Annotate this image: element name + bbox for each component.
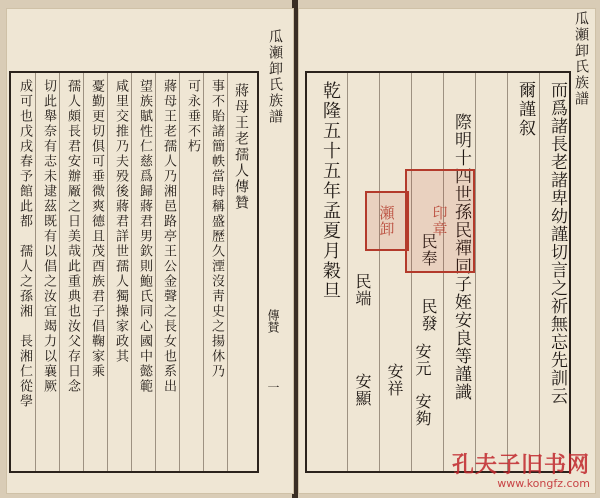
left-col-5: 望族賦性仁慈爲歸蔣君男欽則鮑氏同心國中懿範	[137, 79, 152, 394]
left-col-3: 可永垂不朽	[185, 79, 200, 154]
red-seal-small	[365, 191, 409, 251]
left-col-1: 蔣母王老孺人傳贊	[233, 83, 249, 211]
watermark-url: www.kongfz.com	[497, 477, 590, 490]
signature-min-fa: 民發	[419, 298, 438, 332]
watermark-name: 孔夫子旧书网	[451, 453, 590, 478]
left-col-7: 憂勤更切俱可垂微爽德且茂酉族君子倡鞠家乘	[89, 79, 104, 379]
left-page	[6, 8, 294, 494]
seal-text: 印章	[430, 205, 449, 237]
red-seal-large	[405, 169, 475, 273]
signature-an-gou: 安夠	[413, 393, 432, 427]
right-col-2: 爾謹叙	[515, 81, 535, 138]
left-col-8: 孺人頗長君安辦厰之日美哉此重典也汝父存日念	[65, 79, 80, 394]
signature-an-xiang: 安祥	[385, 363, 404, 397]
signature-min-feng: 民奉	[419, 233, 438, 267]
right-page	[298, 8, 596, 494]
left-edge-title: 瓜瀬卸氏族譜	[267, 29, 283, 125]
right-col-1: 而爲諸長老諸卑幼謹切言之祈無忘先訓云	[547, 81, 567, 405]
right-col-4: 際明十四世孫民禪同子姪安良等謹識	[451, 113, 471, 401]
right-text-frame	[305, 71, 571, 473]
left-col-2: 事不貽諸簡帙當時稱盛歷久湮沒靑史之揚休乃	[209, 79, 224, 379]
signature-an-xian: 安顯	[353, 373, 372, 407]
left-col-10: 成可也戊戌春予館此都 孺人之孫湘 長湘仁從學	[17, 79, 32, 409]
left-col-4: 蔣母王老孺人乃湘邑路亭王公金聲之長女也系出	[161, 79, 176, 394]
left-edge-page: 一	[266, 381, 280, 393]
left-edge-section: 傳賛	[266, 309, 280, 333]
left-text-frame	[9, 71, 259, 473]
left-col-6: 咸里交推乃夫殁後蔣君詳世孺人獨操家政其	[113, 79, 128, 364]
right-col-8: 乾隆五十五年孟夏月穀旦	[320, 81, 341, 301]
watermark	[452, 448, 590, 490]
signature-min-duan: 民端	[353, 273, 372, 307]
signature-an-yuan: 安元	[413, 343, 432, 377]
right-edge-title: 瓜瀬卸氏族譜	[573, 11, 589, 107]
left-col-9: 切此舉奈有志未逮茲既有以倡之汝宜竭力以襄厥	[41, 79, 56, 394]
seal-text: 瀬卸	[377, 205, 396, 237]
